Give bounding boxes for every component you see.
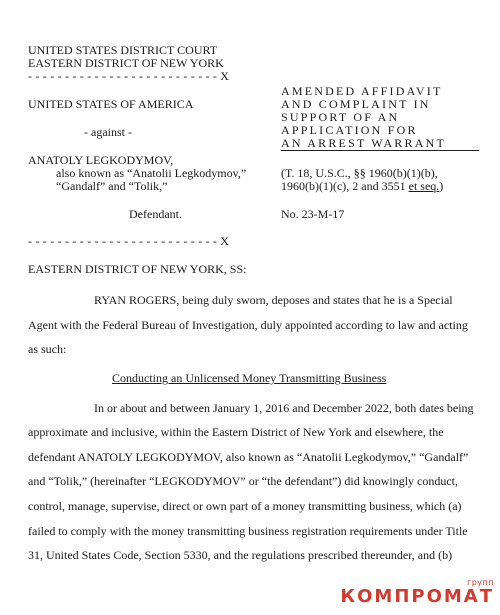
statute-line2 <box>281 179 443 193</box>
defendant-name: ANATOLY LEGKODYMOV, <box>28 153 174 167</box>
body-line: In or about and between January 1, 2016 and December 2022, both dates being <box>94 401 474 415</box>
defendant-aka-line2: “Gandalf” and “Tolik,” <box>56 179 168 193</box>
case-number: No. 23-M-17 <box>281 207 345 221</box>
watermark-logo <box>338 576 498 612</box>
watermark-big-text: КОМПРОМАТ <box>340 586 494 607</box>
defendant-label: Defendant. <box>129 207 182 221</box>
watermark-small-text: групп <box>467 578 494 587</box>
title-underline <box>281 150 479 151</box>
court-name-line1: UNITED STATES DISTRICT COURT <box>28 43 218 57</box>
plaintiff-name: UNITED STATES OF AMERICA <box>28 97 194 111</box>
body-line: approximate and inclusive, within the Eastern District of New York and elsewhere, the <box>28 425 444 439</box>
intro-line: RYAN ROGERS, being duly sworn, deposes and states that he is a Special <box>94 293 453 307</box>
body-line: failed to comply with the money transmitting business registration requirements under Title <box>28 524 468 538</box>
section-heading: Conducting an Unlicensed Money Transmitting Business <box>112 371 387 385</box>
statute-line2-suffix: ) <box>439 179 444 193</box>
body-line: 31, United States Code, Section 5330, and the regulations prescribed thereunder, and (b) <box>28 548 453 562</box>
doc-title-line2: AND COMPLAINT IN <box>281 97 431 111</box>
caption-separator-bottom: - - - - - - - - - - - - - - - - - - - - - - - - - - X <box>28 234 230 248</box>
body-line: defendant ANATOLY LEGKODYMOV, also known as “Anatolii Legkodymov,” “Gandalf” <box>28 450 469 464</box>
caption-separator-top: - - - - - - - - - - - - - - - - - - - - - - - - - - X <box>28 69 230 83</box>
doc-title-line3: SUPPORT OF AN <box>281 110 400 124</box>
statute-line2-prefix: 1960(b)(1)(c), 2 and 3551 <box>281 179 409 193</box>
body-line: control, manage, supervise, direct or own part of a money transmitting business, which (a) <box>28 499 462 513</box>
intro-line: as such: <box>28 342 67 356</box>
body-line: and “Tolik,” (hereinafter “LEGKODYMOV” or “the defendant”) did knowingly conduct, <box>28 474 459 488</box>
statute-line1: (T. 18, U.S.C., §§ 1960(b)(1)(b), <box>281 166 438 180</box>
intro-line: Agent with the Federal Bureau of Investigation, duly appointed according to law and acting <box>28 318 468 332</box>
defendant-aka-line1: also known as “Anatolii Legkodymov,” <box>56 166 247 180</box>
against-label: - against - <box>84 125 132 139</box>
court-name-line2: EASTERN DISTRICT OF NEW YORK <box>28 56 224 70</box>
doc-title-line1: AMENDED AFFIDAVIT <box>281 84 443 98</box>
doc-title-line4: APPLICATION FOR <box>281 123 418 137</box>
venue-line: EASTERN DISTRICT OF NEW YORK, SS: <box>28 262 247 276</box>
doc-title-line5: AN ARREST WARRANT <box>281 136 446 150</box>
statute-et-seq: et seq. <box>408 179 440 193</box>
